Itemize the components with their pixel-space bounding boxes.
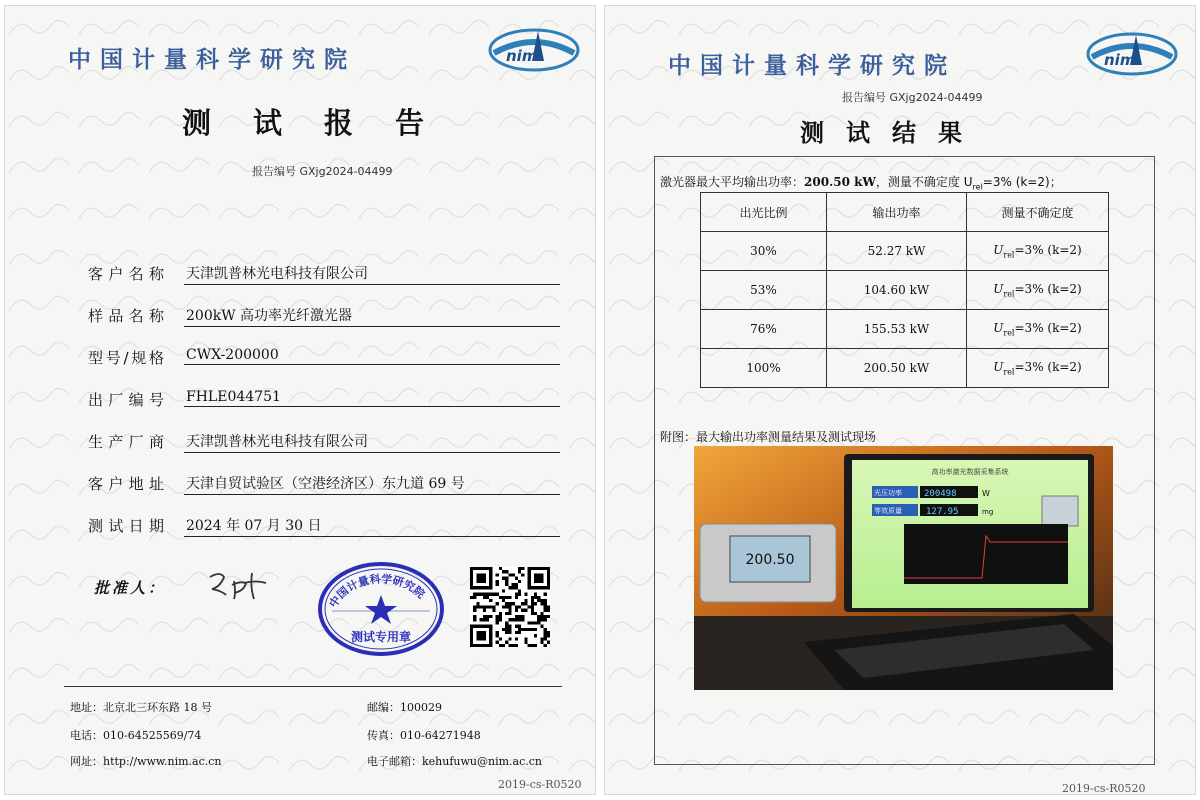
power-cell: 52.27 kW [827, 232, 967, 271]
field-value: 天津凯普林光电科技有限公司 [184, 263, 560, 285]
seal-bottom-text: 测试专用章 [350, 630, 412, 644]
power-cell: 155.53 kW [827, 310, 967, 349]
field-value: 天津自贸试验区（空港经济区）东九道 69 号 [184, 473, 560, 495]
field-label: 客户名称 [88, 265, 164, 283]
field-value: CWX-200000 [184, 347, 560, 365]
ratio-cell: 76% [701, 310, 827, 349]
uncertainty-cell: $U_{rel}=3\%$ (k=2) [967, 271, 1109, 310]
table-header-cell: 出光比例 [701, 193, 827, 232]
field-label: 客户地址 [88, 475, 164, 493]
uncertainty-cell: $U_{rel}=3\%$ (k=2) [967, 232, 1109, 271]
svg-text:nim: nim [506, 47, 538, 65]
power-cell: 200.50 kW [827, 349, 967, 388]
seal-arc-text: 中国计量科学研究院 [326, 572, 428, 610]
results-summary: 激光器最大平均输出功率：200.50 kW，测量不确定度 $U_{rel}=3\%$ (k=2)； [660, 175, 1062, 192]
approver-signature [204, 563, 274, 603]
field-value: FHLE044751 [184, 389, 560, 407]
report-title: 测试报告 [182, 106, 467, 140]
institute-name: 中国计量科学研究院 [68, 46, 356, 73]
report-number: 报告编号 GXjg2024-04499 [842, 91, 983, 104]
readout2-unit: mg [982, 508, 994, 516]
readout1-unit: W [982, 489, 990, 498]
approver-label: 批准人： [94, 579, 167, 597]
table-header-cell: 输出功率 [827, 193, 967, 232]
ratio-cell: 30% [701, 232, 827, 271]
footer-fax: 传真：010-64271948 [367, 729, 481, 742]
readout2-label: 等效质量 [874, 507, 902, 515]
report-number: 报告编号 GXjg2024-04499 [252, 165, 393, 178]
table-row [701, 232, 1109, 271]
test-results-page [604, 5, 1196, 795]
readout2-value: 127.95 [926, 507, 959, 517]
field-label: 出厂编号 [88, 391, 164, 409]
power-cell: 104.60 kW [827, 271, 967, 310]
form-code: 2019-cs-R0520 [498, 778, 582, 791]
field-label: 样品名称 [88, 307, 164, 325]
footer-phone: 电话：010-64525569/74 [70, 729, 202, 742]
test-site-photo [694, 446, 1113, 690]
table-row [701, 271, 1109, 310]
uncertainty-cell: $U_{rel}=3\%$ (k=2) [967, 349, 1109, 388]
nim-logo-icon [488, 27, 580, 73]
readout1-value: 200498 [924, 489, 957, 499]
table-row [701, 310, 1109, 349]
qr-code[interactable] [470, 567, 550, 647]
table-header-row [701, 193, 1109, 232]
svg-text:nim: nim [1104, 51, 1136, 69]
footer-divider [64, 686, 562, 687]
ratio-cell: 53% [701, 271, 827, 310]
uncertainty-cell: $U_{rel}=3\%$ (k=2) [967, 310, 1109, 349]
official-seal [316, 561, 446, 657]
table-header-cell: 测量不确定度 [967, 193, 1109, 232]
footer-email[interactable]: 电子邮箱：kehufuwu@nim.ac.cn [367, 755, 542, 768]
field-label: 生产厂商 [88, 433, 164, 451]
results-table [700, 192, 1109, 388]
field-value: 200kW 高功率光纤激光器 [184, 305, 560, 327]
field-value: 2024 年 07 月 30 日 [184, 515, 560, 537]
results-title: 测试结果 [800, 118, 984, 147]
table-row [701, 349, 1109, 388]
readout1-label: 光压功率 [874, 489, 902, 497]
footer-website[interactable]: 网址：http://www.nim.ac.cn [70, 755, 222, 768]
figure-caption: 附图：最大输出功率测量结果及测试现场 [660, 430, 877, 444]
ratio-cell: 100% [701, 349, 827, 388]
field-label: 测试日期 [88, 517, 164, 535]
screen-title: 高功率激光数据采集系统 [931, 468, 1009, 476]
meter-reading: 200.50 [745, 552, 795, 568]
field-label: 型号/规格 [88, 349, 164, 367]
field-value: 天津凯普林光电科技有限公司 [184, 431, 560, 453]
form-code: 2019-cs-R0520 [1062, 782, 1146, 795]
nim-logo-icon [1086, 31, 1178, 77]
institute-name: 中国计量科学研究院 [668, 52, 956, 79]
report-cover-page [4, 5, 596, 795]
footer-postcode: 邮编：100029 [367, 701, 442, 714]
footer-address: 地址：北京北三环东路 18 号 [70, 701, 212, 714]
